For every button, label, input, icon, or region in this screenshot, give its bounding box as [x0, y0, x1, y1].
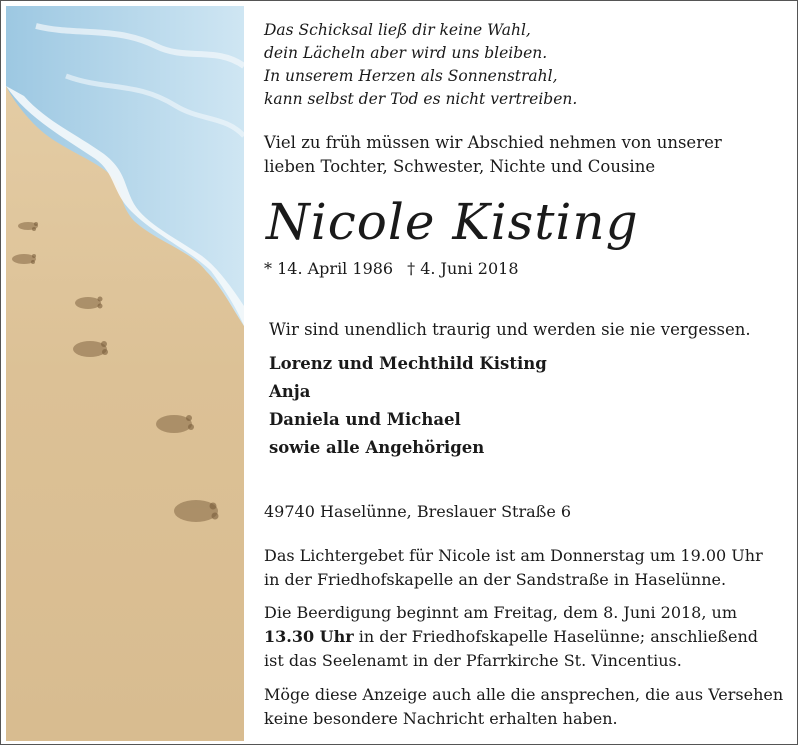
life-dates: [264, 258, 519, 280]
funeral-line: [264, 625, 758, 649]
mourning-line: Wir sind unendlich traurig und werden sie nie vergessen.: [269, 320, 751, 339]
intro-line: Viel zu früh müssen wir Abschied nehmen von unserer: [264, 133, 722, 152]
poem-line: In unserem Herzen als Sonnenstrahl,: [264, 67, 558, 85]
prayer-info: [264, 544, 763, 592]
birth-date: * 14. April 1986: [264, 259, 394, 278]
beach-footprints-image: [6, 6, 244, 741]
poem: [264, 19, 577, 111]
death-date: † 4. Juni 2018: [407, 259, 519, 278]
family-list: [269, 350, 547, 462]
family-member: Anja: [269, 382, 311, 401]
family-member: Lorenz und Mechthild Kisting: [269, 354, 547, 373]
poem-line: Das Schicksal ließ dir keine Wahl,: [264, 21, 531, 39]
disclaimer-line: keine besondere Nachricht erhalten haben.: [264, 709, 618, 728]
funeral-line: Die Beerdigung beginnt am Freitag, dem 8. Juni 2018, um: [264, 603, 738, 622]
disclaimer-line: Möge diese Anzeige auch alle die ansprechen, die aus Versehen: [264, 685, 784, 704]
family-member: sowie alle Angehörigen: [269, 438, 485, 457]
family-member: Daniela und Michael: [269, 410, 461, 429]
intro-text: [264, 131, 722, 179]
prayer-line: in der Friedhofskapelle an der Sandstraße in Haselünne.: [264, 570, 727, 589]
notice-disclaimer: [264, 683, 783, 731]
address: 49740 Haselünne, Breslauer Straße 6: [264, 502, 572, 521]
deceased-name: Nicole Kisting: [266, 193, 639, 251]
funeral-place: in der Friedhofskapelle Haselünne; anschließend: [353, 627, 758, 646]
intro-line: lieben Tochter, Schwester, Nichte und Cousine: [264, 157, 656, 176]
funeral-info: [264, 601, 758, 673]
funeral-time: 13.30 Uhr: [264, 627, 354, 646]
poem-line: dein Lächeln aber wird uns bleiben.: [264, 44, 548, 62]
funeral-line: ist das Seelenamt in der Pfarrkirche St. Vincentius.: [264, 651, 682, 670]
poem-line: kann selbst der Tod es nicht vertreiben.: [264, 90, 578, 108]
prayer-line: Das Lichtergebet für Nicole ist am Donnerstag um 19.00 Uhr: [264, 546, 763, 565]
